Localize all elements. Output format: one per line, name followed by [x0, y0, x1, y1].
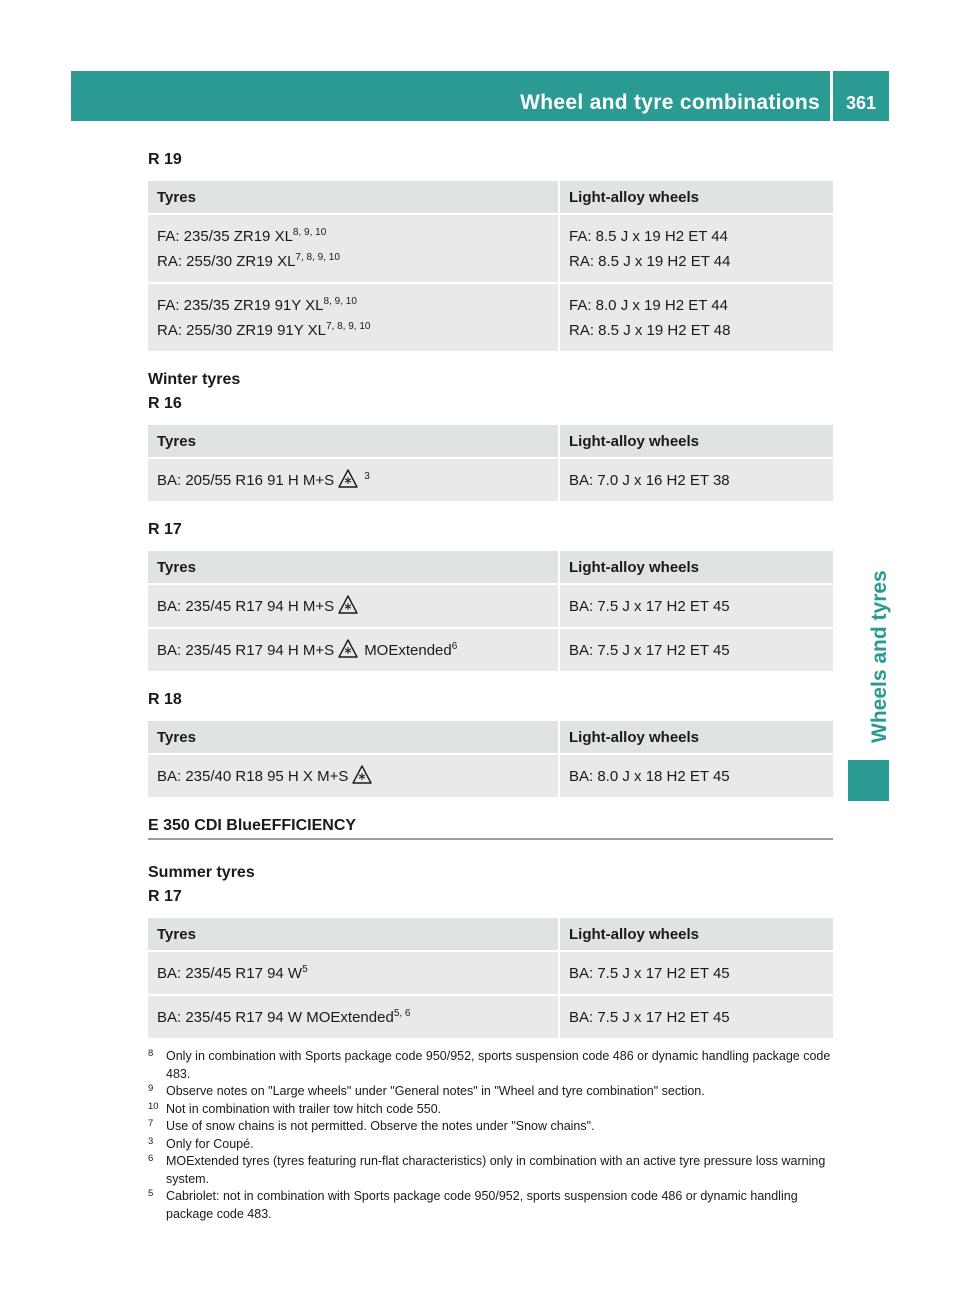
tyre-size: BA: 235/45 R17 94 H M+S: [157, 642, 335, 659]
wheels-cell: [560, 952, 833, 994]
footnote-number: 10: [148, 1100, 159, 1112]
r19-heading: R 19: [148, 151, 182, 168]
column-header-wheels: Light-alloy wheels: [560, 721, 833, 753]
side-chapter-tab: [848, 128, 889, 758]
tyres-cell: [148, 284, 560, 351]
winter-r16-table: [148, 423, 833, 503]
table-row: [148, 585, 833, 627]
r18-heading: R 18: [148, 691, 182, 708]
tyre-line: [157, 468, 549, 493]
table-row: [148, 629, 833, 671]
tyre-size: RA: 255/30 ZR19 91Y XL: [157, 322, 326, 339]
wheel-size: FA: 8.5 J x 19 H2 ET 44: [569, 228, 728, 245]
wheels-cell: [560, 459, 833, 501]
footnote-text: Only for Coupé.: [166, 1136, 254, 1151]
e350-r17-heading: R 17: [148, 888, 182, 905]
r16-heading: R 16: [148, 395, 182, 412]
footnote-number: 3: [148, 1135, 154, 1147]
side-chapter-label: Wheels and tyres: [868, 570, 891, 743]
summer-r17-table: [148, 916, 833, 1040]
tyre-line: [157, 594, 549, 619]
footnote-number: 6: [148, 1153, 154, 1164]
r17-heading: R 17: [148, 521, 182, 538]
tyre-size: BA: 235/45 R17 94 H M+S: [157, 598, 335, 615]
wheels-cell: [560, 629, 833, 671]
winter-r18-table: [148, 719, 833, 799]
wheels-cell: [560, 585, 833, 627]
tyre-line: [157, 961, 549, 986]
tyre-size: BA: 235/40 R18 95 H X M+S: [157, 768, 349, 785]
footnote-ref: 6: [451, 641, 458, 652]
r19-table: [148, 179, 833, 353]
tyre-size: FA: 235/35 ZR19 91Y XL: [157, 297, 324, 314]
column-header-wheels: Light-alloy wheels: [560, 918, 833, 950]
footnote: [148, 1048, 833, 1083]
wheels-cell: [560, 996, 833, 1038]
column-header-tyres: Tyres: [148, 425, 560, 457]
tyres-cell: [148, 755, 560, 797]
model-section-title: E 350 CDI BlueEFFICIENCY: [148, 817, 833, 840]
tyres-cell: [148, 952, 560, 994]
tyre-line: [157, 1005, 549, 1030]
table-row: [148, 459, 833, 501]
wheel-size: BA: 7.5 J x 17 H2 ET 45: [569, 598, 730, 615]
footnote-ref: 7, 8, 9, 10: [326, 321, 371, 332]
tyre-size: FA: 235/35 ZR19 XL: [157, 228, 293, 245]
tyres-cell: [148, 629, 560, 671]
footnote-number: 9: [148, 1083, 154, 1094]
wheels-cell: [560, 215, 833, 282]
table-header-row: [148, 721, 833, 753]
tyre-line: [157, 249, 549, 274]
table-row: [148, 284, 833, 351]
footnote: [148, 1188, 833, 1223]
table-row: [148, 215, 833, 282]
tyre-line: [157, 224, 549, 249]
table-header-row: [148, 918, 833, 950]
summer-tyres-heading: Summer tyres: [148, 864, 255, 881]
tyre-line: [157, 764, 549, 789]
tyre-line: [157, 318, 549, 343]
footnote-number: 8: [148, 1048, 154, 1059]
table-row: [148, 755, 833, 797]
wheel-size: BA: 7.0 J x 16 H2 ET 38: [569, 472, 730, 489]
footnote-ref: 3: [364, 471, 370, 482]
tyre-size: BA: 235/45 R17 94 W: [157, 965, 303, 982]
column-header-wheels: Light-alloy wheels: [560, 181, 833, 213]
tyre-line: [157, 293, 549, 318]
snowflake-mountain-icon: [338, 639, 358, 659]
chapter-marker: [848, 760, 889, 801]
snowflake-mountain-icon: [338, 595, 358, 615]
footnote-ref: 7, 8, 9, 10: [295, 252, 340, 263]
tyre-line: [157, 638, 549, 663]
footnote-text: Cabriolet: not in combination with Sports package code 950/952, sports suspension code 486 or dynamic handling package code 483.: [166, 1189, 798, 1221]
footnote-ref: 8, 9, 10: [292, 227, 327, 238]
footnote-text: Use of snow chains is not permitted. Observe the notes under "Snow chains".: [166, 1119, 595, 1133]
column-header-tyres: Tyres: [148, 181, 560, 213]
tyre-suffix: MOExtended: [364, 642, 452, 659]
footnote-text: Only in combination with Sports package code 950/952, sports suspension code 486 or dynamic handling package code 483.: [166, 1049, 831, 1081]
tyre-size: RA: 255/30 ZR19 XL: [157, 253, 296, 270]
tyres-cell: [148, 215, 560, 282]
page-number-box: [833, 71, 889, 121]
header-bar: [71, 71, 830, 121]
tyres-cell: [148, 996, 560, 1038]
footnote-ref: 5: [302, 964, 308, 975]
tyres-cell: [148, 459, 560, 501]
column-header-tyres: Tyres: [148, 918, 560, 950]
footnote: [148, 1118, 833, 1136]
footnote-text: Not in combination with trailer tow hitch code 550.: [166, 1101, 442, 1116]
footnote: [148, 1101, 833, 1119]
table-header-row: [148, 181, 833, 213]
column-header-wheels: Light-alloy wheels: [560, 551, 833, 583]
table-row: [148, 996, 833, 1038]
table-header-row: [148, 425, 833, 457]
column-header-tyres: Tyres: [148, 551, 560, 583]
wheel-size: BA: 7.5 J x 17 H2 ET 45: [569, 642, 730, 659]
footnote-number: 7: [148, 1118, 154, 1129]
wheel-size: BA: 7.5 J x 17 H2 ET 45: [569, 965, 730, 982]
tyre-size: BA: 235/45 R17 94 W MOExtended: [157, 1009, 394, 1026]
snowflake-mountain-icon: [338, 469, 358, 489]
wheel-size: RA: 8.5 J x 19 H2 ET 44: [569, 253, 731, 270]
page-number: 361: [845, 93, 877, 113]
footnote: [148, 1083, 833, 1101]
wheel-size: BA: 7.5 J x 17 H2 ET 45: [569, 1009, 730, 1026]
page-content: [148, 151, 833, 1223]
footnotes: [148, 1048, 833, 1223]
table-row: [148, 952, 833, 994]
snowflake-mountain-icon: [352, 765, 372, 785]
winter-tyres-heading: Winter tyres: [148, 371, 241, 388]
column-header-wheels: Light-alloy wheels: [560, 425, 833, 457]
wheel-size: FA: 8.0 J x 19 H2 ET 44: [569, 297, 728, 314]
table-header-row: [148, 551, 833, 583]
footnote-ref: 5, 6: [393, 1008, 411, 1019]
footnote: [148, 1153, 833, 1188]
footnote-text: Observe notes on "Large wheels" under "General notes" in "Wheel and tyre combination" section.: [166, 1084, 705, 1098]
tyres-cell: [148, 585, 560, 627]
wheels-cell: [560, 284, 833, 351]
footnote: [148, 1136, 833, 1154]
column-header-tyres: Tyres: [148, 721, 560, 753]
winter-r17-table: [148, 549, 833, 673]
wheel-size: RA: 8.5 J x 19 H2 ET 48: [569, 322, 731, 339]
wheel-size: BA: 8.0 J x 18 H2 ET 45: [569, 768, 730, 785]
wheels-cell: [560, 755, 833, 797]
footnote-text: MOExtended tyres (tyres featuring run-flat characteristics) only in combination with an active tyre pressure loss warning system.: [166, 1154, 826, 1186]
page-header-title: Wheel and tyre combinations: [520, 91, 820, 114]
tyre-size: BA: 205/55 R16 91 H M+S: [157, 472, 335, 489]
footnote-number: 5: [148, 1188, 154, 1199]
footnote-ref: 8, 9, 10: [323, 296, 357, 307]
